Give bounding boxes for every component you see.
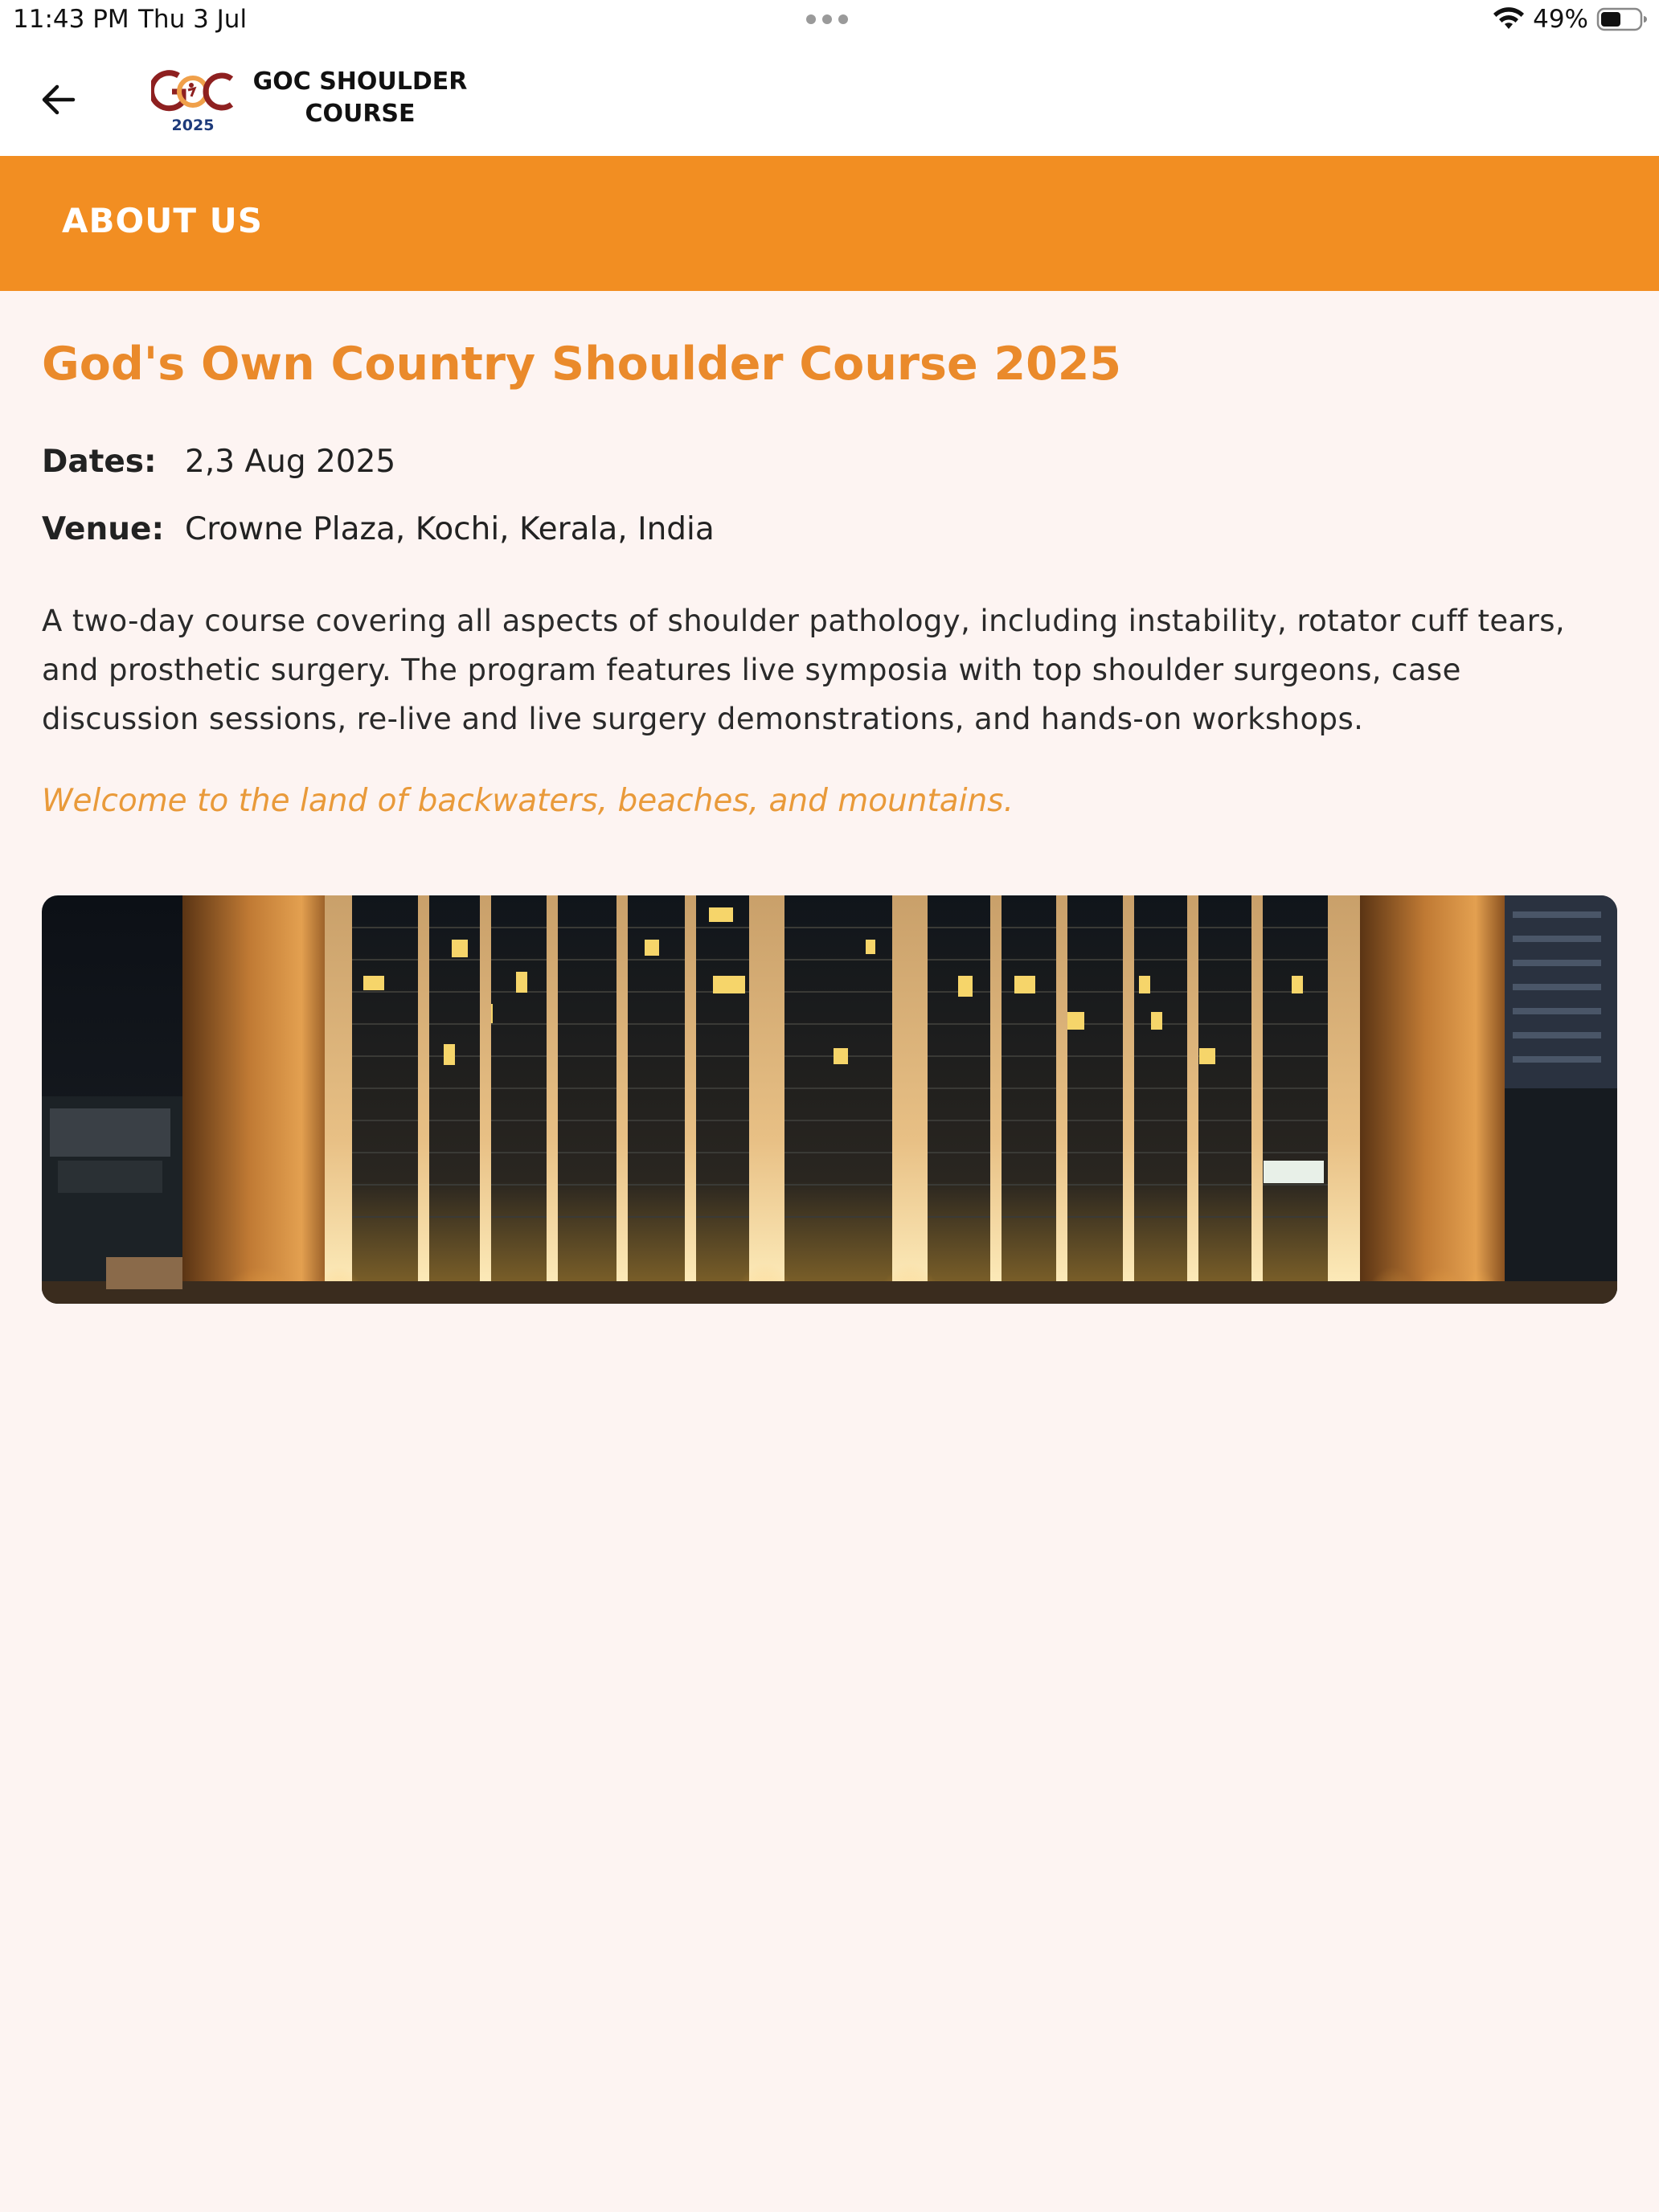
venue-row xyxy=(42,511,715,547)
status-date: Thu 3 Jul xyxy=(138,5,248,34)
app-title: GOC SHOULDER COURSE xyxy=(252,68,468,128)
wifi-icon xyxy=(1493,6,1525,32)
battery-icon xyxy=(1596,6,1648,32)
app-header xyxy=(0,42,1659,156)
status-bar xyxy=(0,0,1659,42)
dates-row xyxy=(42,444,395,480)
goc-logo xyxy=(151,66,235,135)
dates-label: Dates: xyxy=(42,444,157,480)
course-title: God's Own Country Shoulder Course 2025 xyxy=(42,338,1122,391)
venue-value: Crowne Plaza, Kochi, Kerala, India xyxy=(185,511,715,547)
section-banner xyxy=(0,156,1659,291)
multitasking-dots[interactable] xyxy=(806,14,848,24)
course-description: A two-day course covering all aspects of shoulder pathology, including instability, rotator cuff tears, and prosthetic surgery. The program features live symposia with top shoulder surgeons, case discussion sessions, re-live and live surgery demonstrations, and hands-on workshops. xyxy=(42,604,1566,736)
arrow-left-icon xyxy=(39,81,76,118)
venue-label: Venue: xyxy=(42,511,165,547)
status-time: 11:43 PM xyxy=(13,5,129,34)
welcome-tagline: Welcome to the land of backwaters, beaches, and mountains. xyxy=(42,783,1014,819)
dates-value: 2,3 Aug 2025 xyxy=(185,444,396,480)
back-button[interactable] xyxy=(34,76,82,124)
logo-year: 2025 xyxy=(171,117,215,134)
venue-hotel-image xyxy=(42,895,1617,1304)
status-indicators xyxy=(1493,5,1648,34)
section-title: ABOUT US xyxy=(62,201,263,240)
battery-percentage: 49% xyxy=(1533,5,1588,34)
